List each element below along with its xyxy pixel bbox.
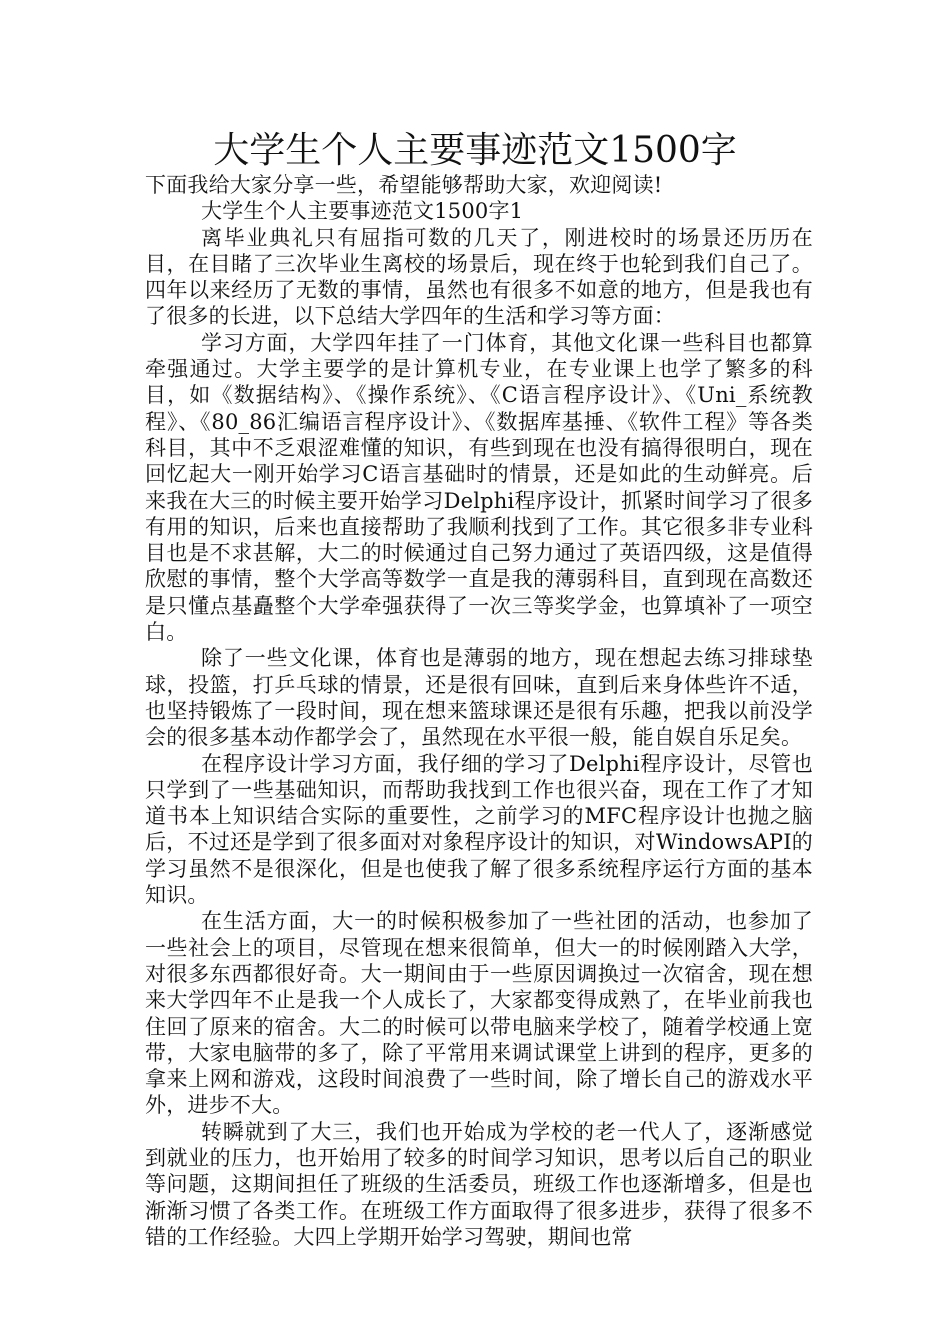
document-title: 大学生个人主要事迹范文1500字 — [213, 130, 737, 171]
section-subtitle: 大学生个人主要事迹范文1500字1 — [201, 199, 524, 224]
paragraph: 离毕业典礼只有屈指可数的几天了，刚进校时的场景还历历在目，在目睹了三次毕业生离校的场景后，现在终于也轮到我们自己了。四年以来经历了无数的事情，虽然也有很多不如意的地方，但是我也有了很多的长进，以下总结大学四年的生活和学习等方面： — [145, 225, 813, 329]
paragraph: 在生活方面，大一的时候积极参加了一些社团的活动，也参加了一些社会上的项目，尽管现在想来很简单，但大一的时候刚踏入大学，对很多东西都很好奇。大一期间由于一些原因调换过一次宿舍，现在想来大学四年不止是我一个人成长了，大家都变得成熟了，在毕业前我也住回了原来的宿舍。大二的时候可以带电脑来学校了，随着学校通上宽带，大家电脑带的多了，除了平常用来调试课堂上讲到的程序，更多的拿来上网和游戏，这段时间浪费了一些时间，除了增长自己的游戏水平外，进步不大。 — [145, 909, 813, 1118]
document-body — [145, 172, 813, 1250]
paragraph: 转瞬就到了大三，我们也开始成为学校的老一代人了，逐渐感觉到就业的压力，也开始用了较多的时间学习知识，思考以后自己的职业等问题，这期间担任了班级的生活委员，班级工作也逐渐增多，但是也渐渐习惯了各类工作。在班级工作方面取得了很多进步，获得了很多不错的工作经验。大四上学期开始学习驾驶，期间也常 — [145, 1119, 813, 1249]
paragraph: 除了一些文化课，体育也是薄弱的地方，现在想起去练习排球垫球，投篮，打乒乓球的情景，还是很有回味，直到后来身体些许不适，也坚持锻炼了一段时间，现在想来篮球课还是很有乐趣，把我以前没学会的很多基本动作都学会了，虽然现在水平很一般，能自娱自乐足矣。 — [145, 646, 813, 750]
intro-text: 下面我给大家分享一些，希望能够帮助大家，欢迎阅读! — [145, 173, 663, 197]
paragraph: 学习方面，大学四年挂了一门体育，其他文化课一些科目也都算牵强通过。大学主要学的是计算机专业，在专业课上也学了繁多的科目，如《数据结构》、《操作系统》、《C语言程序设计》、《Uni_系统教程》、《80_86汇编语言程序设计》、《数据库基捶、《软件工程》等各类科目，其中不乏艰涩难懂的知识，有些到现在也没有搞得很明白，现在回忆起大一刚开始学习C语言基础时的情景，还是如此的生动鲜亮。后来我在大三的时候主要开始学习Delphi程序设计，抓紧时间学习了很多有用的知识，后来也直接帮助了我顺利找到了工作。其它很多非专业科目也是不求甚解，大二的时候通过自己努力通过了英语四级，这是值得欣慰的事情，整个大学高等数学一直是我的薄弱科目，直到现在高数还是只懂点基矗整个大学牵强获得了一次三等奖学金，也算填补了一项空白。 — [145, 330, 813, 645]
paragraph: 在程序设计学习方面，我仔细的学习了Delphi程序设计，尽管也只学到了一些基础知识，而帮助我找到工作也很兴奋，现在工作了才知道书本上知识结合实际的重要性，之前学习的MFC程序设计也抛之脑后，不过还是学到了很多面对对象程序设计的知识，对WindowsAPI的学习虽然不是很深化，但是也使我了解了很多系统程序运行方面的基本知识。 — [145, 751, 813, 908]
